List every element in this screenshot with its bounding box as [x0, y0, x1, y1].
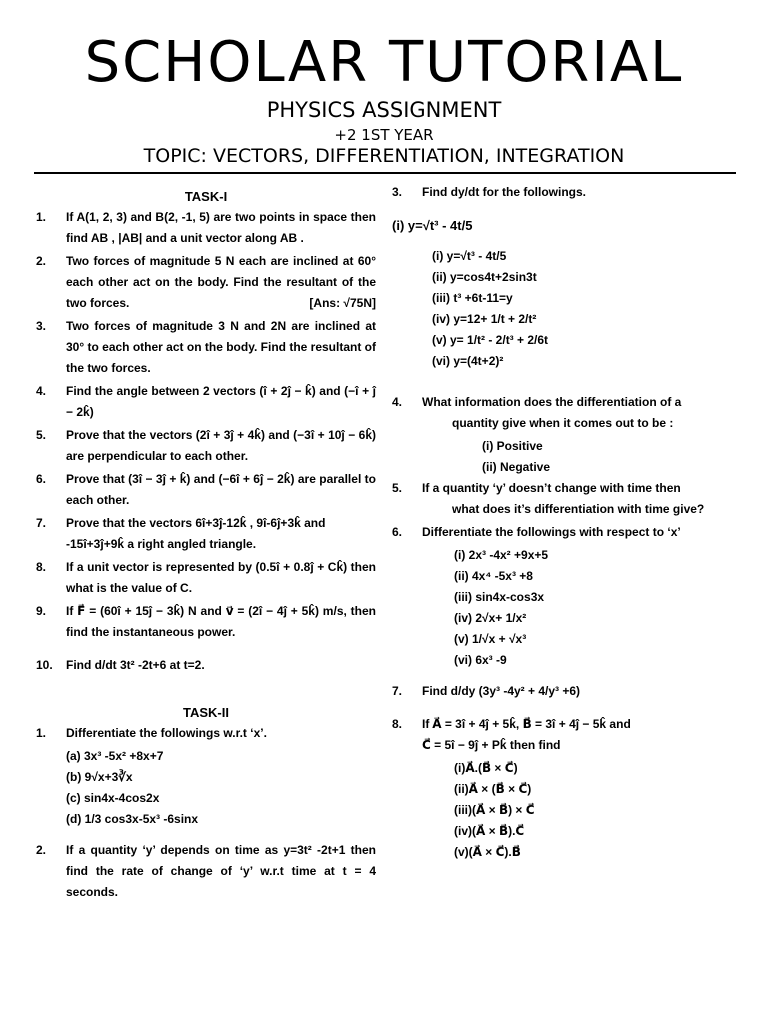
option-a: (a) 3x³ -5x² +8x+7: [66, 749, 164, 763]
q6-option-6: (vi) 6x³ -9: [454, 653, 507, 667]
q6-option-5: (v) 1/√x + √x³: [454, 632, 527, 646]
q8-option-5: (v)(A⃗ × C⃗).B⃗: [454, 845, 521, 859]
task-1-heading: TASK-I: [184, 189, 228, 204]
q6-options: [392, 545, 737, 671]
question-r8: 8. If A⃗ = 3î + 4ĵ + 5k̂, B⃗ = 3î + 4ĵ − 5k̂ and C⃗ = 5î − 9ĵ + Pk̂ then find: [392, 717, 631, 752]
option-d: (d) 1/3 cos3x-5x³ -6sinx: [66, 812, 199, 826]
left-column: [36, 182, 376, 905]
task-2-heading: TASK-II: [183, 705, 229, 720]
q6-option-3: (iii) sin4x-cos3x: [454, 590, 545, 604]
q3-option-1: (i) y=√t³ - 4t/5: [432, 249, 507, 263]
q4-option-2: (ii) Negative: [482, 460, 551, 474]
question-4: 4. Find the angle between 2 vectors (î + 2ĵ − k̂) and (−î + ĵ − 2k̂): [36, 384, 376, 419]
task2-question-2: 2. If a quantity ‘y’ depends on time as y=3t² -2t+1 then find the rate of change of ‘y’ w.r.t time at t = 4 seconds.: [36, 843, 376, 899]
q3-option-2: (ii) y=cos4t+2sin3t: [432, 270, 537, 284]
q3-options: [392, 246, 737, 372]
question-r6: 6. Differentiate the followings with respect to ‘x’: [392, 525, 681, 539]
question-5: 5. Prove that the vectors (2î + 3ĵ + 4k̂) and (−3î + 10ĵ − 6k̂) are perpendicular to each other.: [36, 428, 376, 463]
q3-option-5: (v) y= 1/t² - 2/t³ + 2/6t: [432, 333, 549, 347]
question-1: 1. If A(1, 2, 3) and B(2, -1, 5) are two points in space then find AB , |AB| and a unit vector along AB .: [36, 210, 376, 245]
q8-option-2: (ii)A⃗ × (B⃗ × C⃗): [454, 782, 532, 796]
q6-option-4: (iv) 2√x+ 1/x²: [454, 611, 527, 625]
question-r4: 4. What information does the differentiation of a quantity give when it comes out to be :: [392, 395, 682, 430]
question-7: 7. Prove that the vectors 6î+3ĵ-12k̂ , 9î-6ĵ+3k̂ and -15î+3ĵ+9k̂ a right angled triangle.: [36, 516, 326, 551]
topic-line: TOPIC: VECTORS, DIFFERENTIATION, INTEGRATION: [143, 145, 625, 167]
q3-option-3: (iii) t³ +6t-11=y: [432, 291, 513, 305]
question-3: 3. Two forces of magnitude 3 N and 2N are inclined at 30° to each other act on the body. Find the resultant of the two forces.: [36, 319, 376, 375]
q4-options: [392, 436, 737, 478]
question-10: 10. Find d/dt 3t² -2t+6 at t=2.: [36, 658, 205, 672]
question-8: 8. If a unit vector is represented by (0.5î + 0.8ĵ + Ck̂) then what is the value of C.: [36, 560, 376, 595]
question-r7: 7. Find d/dy (3y³ -4y² + 4/y³ +6): [392, 684, 581, 698]
right-column: [392, 182, 737, 863]
question-9: 9. If F⃗ = (60î + 15ĵ − 3k̂) N and v⃗ = (2î − 4ĵ + 5k̂) m/s, then find the instantaneous power.: [36, 604, 376, 639]
option-c: (c) sin4x-4cos2x: [66, 791, 160, 805]
question-r3: 3. Find dy/dt for the followings.: [392, 185, 586, 199]
q8-options: [392, 758, 737, 863]
question-6: 6. Prove that (3î − 3ĵ + k̂) and (−6î + 6ĵ − 2k̂) are parallel to each other.: [36, 472, 376, 507]
q3-option-6: (vi) y=(4t+2)²: [432, 354, 504, 368]
q4-option-1: (i) Positive: [482, 439, 543, 453]
q6-option-2: (ii) 4x⁴ -5x³ +8: [454, 569, 533, 583]
q8-option-4: (iv)(A⃗ × B⃗).C⃗: [454, 824, 525, 838]
task2-question-1: 1. Differentiate the followings w.r.t ‘x’.: [36, 726, 267, 740]
option-b: (b) 9√x+3∛x: [66, 770, 133, 784]
header-divider: [34, 172, 736, 174]
answer-note: [Ans: √75N]: [309, 296, 376, 310]
task2-q1-options: [36, 746, 376, 830]
question-2: 2. Two forces of magnitude 5 N each are inclined at 60° each other act on the body. Find the resultant of the two forces. [Ans: √75N]: [36, 251, 376, 314]
question-r5: 5. If a quantity ‘y’ doesn’t change with time then what does it’s differentiation with time give?: [392, 481, 705, 516]
q8-option-3: (iii)(A⃗ × B⃗) × C⃗: [454, 803, 535, 817]
assignment-subtitle: PHYSICS ASSIGNMENT: [266, 98, 502, 122]
q3-option-4: (iv) y=12+ 1/t + 2/t²: [432, 312, 537, 326]
q3-main-expression: (i) y=√t³ - 4t/5: [392, 218, 473, 233]
q6-option-1: (i) 2x³ -4x² +9x+5: [454, 548, 549, 562]
q8-option-1: (i)A⃗.(B⃗ × C⃗): [454, 761, 518, 775]
document-title: SCHOLAR TUTORIAL: [84, 30, 684, 95]
class-year: +2 1ST YEAR: [334, 126, 434, 144]
